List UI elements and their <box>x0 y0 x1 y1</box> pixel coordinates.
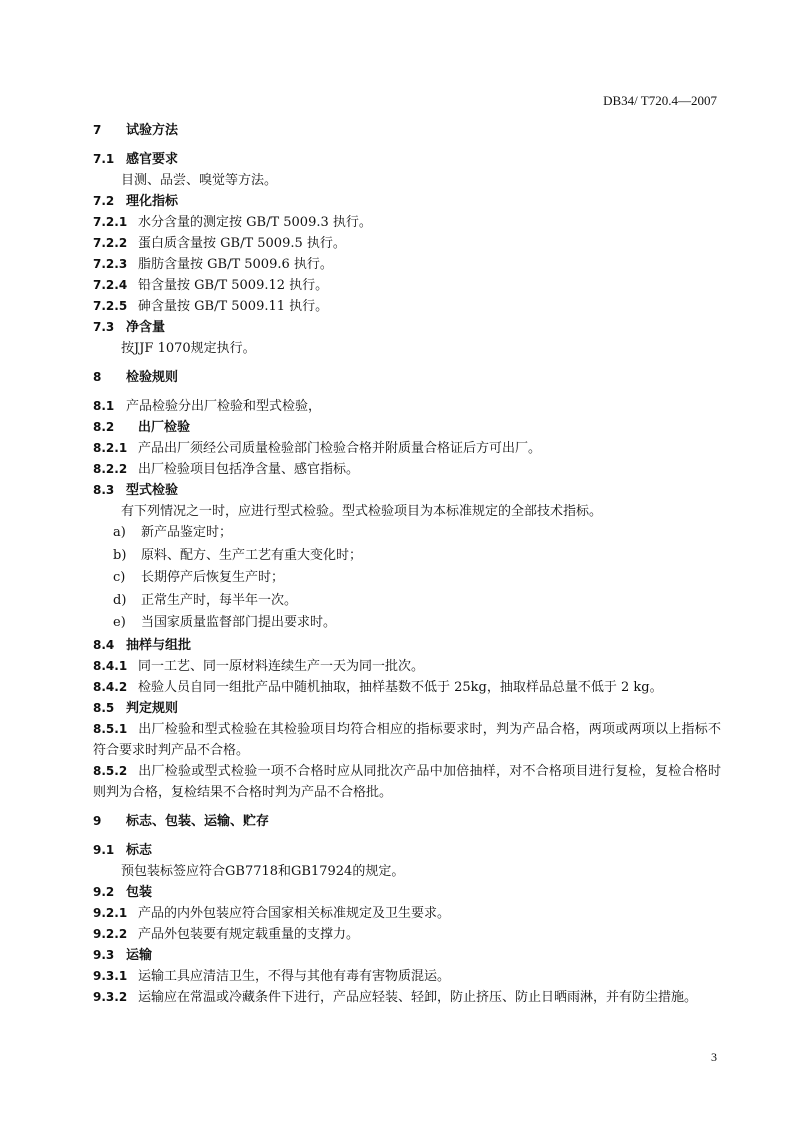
clause-8-4-2 <box>93 677 721 698</box>
clause-8-5-2 <box>93 761 721 803</box>
list-item-text: 正常生产时，每半年一次。 <box>141 592 298 608</box>
clause-text: 产品的内外包装应符合国家相关标准规定及卫生要求。 <box>138 905 451 921</box>
clause-number: 7.2.5 <box>93 299 128 313</box>
clause-7-2-heading <box>93 191 721 212</box>
clause-text: 产品检验分出厂检验和型式检验， <box>126 399 322 414</box>
clause-9-2-1 <box>93 903 721 924</box>
clause-7-2-4 <box>93 275 721 296</box>
clause-text: 出厂检验项目包括净含量、感官指标。 <box>138 462 360 477</box>
list-item <box>93 567 721 590</box>
clause-8-2-heading <box>93 417 721 438</box>
clause-8-2-1 <box>93 438 721 459</box>
clause-text: 出厂检验或型式检验一项不合格时应从同批次产品中加倍抽样，对不合格项目进行复检，复检合格时则判为合格，复检结果不合格时判为产品不合格批。 <box>93 763 721 800</box>
clause-number: 7.2 <box>93 194 115 208</box>
list-item-text: 长期停产后恢复生产时； <box>141 570 285 585</box>
clause-text: 铅含量按 GB/T 5009.12 执行。 <box>138 278 329 293</box>
list-item-text: 当国家质量监督部门提出要求时。 <box>141 615 337 630</box>
clause-title: 抽样与组批 <box>126 637 192 653</box>
list-item <box>93 545 721 568</box>
clause-8-5-heading <box>93 698 721 719</box>
page-number: 3 <box>711 1050 717 1064</box>
clause-number: 8.4 <box>93 637 115 652</box>
list-item-text: 原料、配方、生产工艺有重大变化时； <box>141 547 363 563</box>
clause-8-2-2 <box>93 459 721 480</box>
section-8-heading <box>93 367 721 388</box>
clause-7-3-body: 按JJF 1070规定执行。 <box>121 341 256 356</box>
section-number: 9 <box>93 813 102 828</box>
section-title: 检验规则 <box>126 370 179 385</box>
clause-9-1-body: 预包装标签应符合GB7718和GB17924的规定。 <box>121 863 405 879</box>
clause-text: 脂肪含量按 GB/T 5009.6 执行。 <box>138 257 333 272</box>
list-item-label: b) <box>113 547 127 563</box>
clause-title: 标志 <box>126 842 153 858</box>
clause-number: 9.2.2 <box>93 926 128 941</box>
clause-title: 运输 <box>126 947 153 963</box>
document-code-header: DB34/ T720.4—2007 <box>603 93 717 108</box>
clause-8-4-1 <box>93 656 721 677</box>
clause-number: 8.5.2 <box>93 763 128 778</box>
list-item-label: d) <box>113 592 127 608</box>
list-item-label: c) <box>113 570 126 585</box>
list-item <box>93 522 721 545</box>
clause-number: 7.2.1 <box>93 215 128 229</box>
clause-8-5-1 <box>93 719 721 761</box>
clause-9-3-heading <box>93 945 721 966</box>
section-number: 7 <box>93 123 102 137</box>
section-title: 试验方法 <box>126 123 179 138</box>
page-content <box>93 120 721 1008</box>
clause-title: 包装 <box>126 884 153 900</box>
clause-8-4-heading <box>93 635 721 656</box>
clause-number: 8.5 <box>93 700 115 715</box>
list-item <box>93 590 721 613</box>
clause-text: 产品出厂须经公司质量检验部门检验合格并附质量合格证后方可出厂。 <box>138 441 542 456</box>
clause-number: 8.4.1 <box>93 658 128 673</box>
list-item-text: 新产品鉴定时； <box>141 525 233 540</box>
clause-title: 理化指标 <box>126 194 179 209</box>
clause-8-1 <box>93 396 721 417</box>
clause-9-3-2 <box>93 987 721 1008</box>
clause-9-2-2 <box>93 924 721 945</box>
clause-7-2-2 <box>93 233 721 254</box>
clause-number: 7.1 <box>93 152 115 166</box>
clause-title: 感官要求 <box>126 152 179 167</box>
clause-text: 水分含量的测定按 GB/T 5009.3 执行。 <box>138 215 372 230</box>
section-9-heading <box>93 811 721 832</box>
clause-number: 8.2.1 <box>93 441 128 455</box>
clause-number: 9.1 <box>93 842 115 857</box>
clause-text: 运输工具应清洁卫生，不得与其他有毒有害物质混运。 <box>138 968 451 984</box>
clause-9-2-heading <box>93 882 721 903</box>
clause-7-2-3 <box>93 254 721 275</box>
clause-text: 检验人员自同一组批产品中随机抽取，抽样基数不低于 25kg，抽取样品总量不低于 2 kg。 <box>138 679 663 695</box>
clause-number: 9.2 <box>93 884 115 899</box>
clause-number: 9.2.1 <box>93 905 128 920</box>
clause-title: 判定规则 <box>126 700 179 716</box>
clause-7-1-heading <box>93 149 721 170</box>
clause-text: 同一工艺、同一原材料连续生产一天为同一批次。 <box>138 658 425 674</box>
clause-8-3-heading <box>93 480 721 501</box>
clause-number: 9.3.1 <box>93 968 128 983</box>
clause-text: 砷含量按 GB/T 5009.11 执行。 <box>138 299 329 314</box>
clause-number: 9.3.2 <box>93 989 128 1004</box>
section-7-heading <box>93 120 721 141</box>
section-title: 标志、包装、运输、贮存 <box>126 813 270 829</box>
clause-8-3-body: 有下列情况之一时，应进行型式检验。型式检验项目为本标准规定的全部技术指标。 <box>121 504 603 519</box>
clause-text: 蛋白质含量按 GB/T 5009.5 执行。 <box>138 236 346 251</box>
clause-7-2-1 <box>93 212 721 233</box>
clause-number: 7.2.4 <box>93 278 128 292</box>
section-number: 8 <box>93 370 102 384</box>
clause-number: 8.5.1 <box>93 721 128 736</box>
clause-number: 9.3 <box>93 947 115 962</box>
clause-number: 8.2 <box>93 420 115 434</box>
clause-text: 出厂检验和型式检验在其检验项目均符合相应的指标要求时，判为产品合格，两项或两项以上指标不符合要求时判产品不合格。 <box>93 721 721 758</box>
clause-title: 型式检验 <box>126 483 179 498</box>
clause-9-1-heading <box>93 840 721 861</box>
clause-7-1-body: 目测、品尝、嗅觉等方法。 <box>121 173 278 188</box>
list-item-label: a) <box>113 525 126 540</box>
clause-number: 7.2.3 <box>93 257 128 271</box>
clause-7-2-5 <box>93 296 721 317</box>
list-item <box>93 612 721 635</box>
clause-number: 7.3 <box>93 320 115 334</box>
clause-7-3-heading <box>93 317 721 338</box>
clause-text: 运输应在常温或冷藏条件下进行，产品应轻装、轻卸，防止挤压、防止日晒雨淋，并有防尘措施。 <box>138 989 698 1005</box>
clause-9-3-1 <box>93 966 721 987</box>
clause-number: 8.1 <box>93 399 115 413</box>
clause-number: 7.2.2 <box>93 236 128 250</box>
clause-number: 8.3 <box>93 483 115 497</box>
clause-number: 8.2.2 <box>93 462 128 476</box>
clause-title: 出厂检验 <box>138 420 191 435</box>
clause-number: 8.4.2 <box>93 679 128 694</box>
clause-title: 净含量 <box>126 320 166 335</box>
clause-text: 产品外包装要有规定载重量的支撑力。 <box>138 926 360 942</box>
list-item-label: e) <box>113 615 126 630</box>
